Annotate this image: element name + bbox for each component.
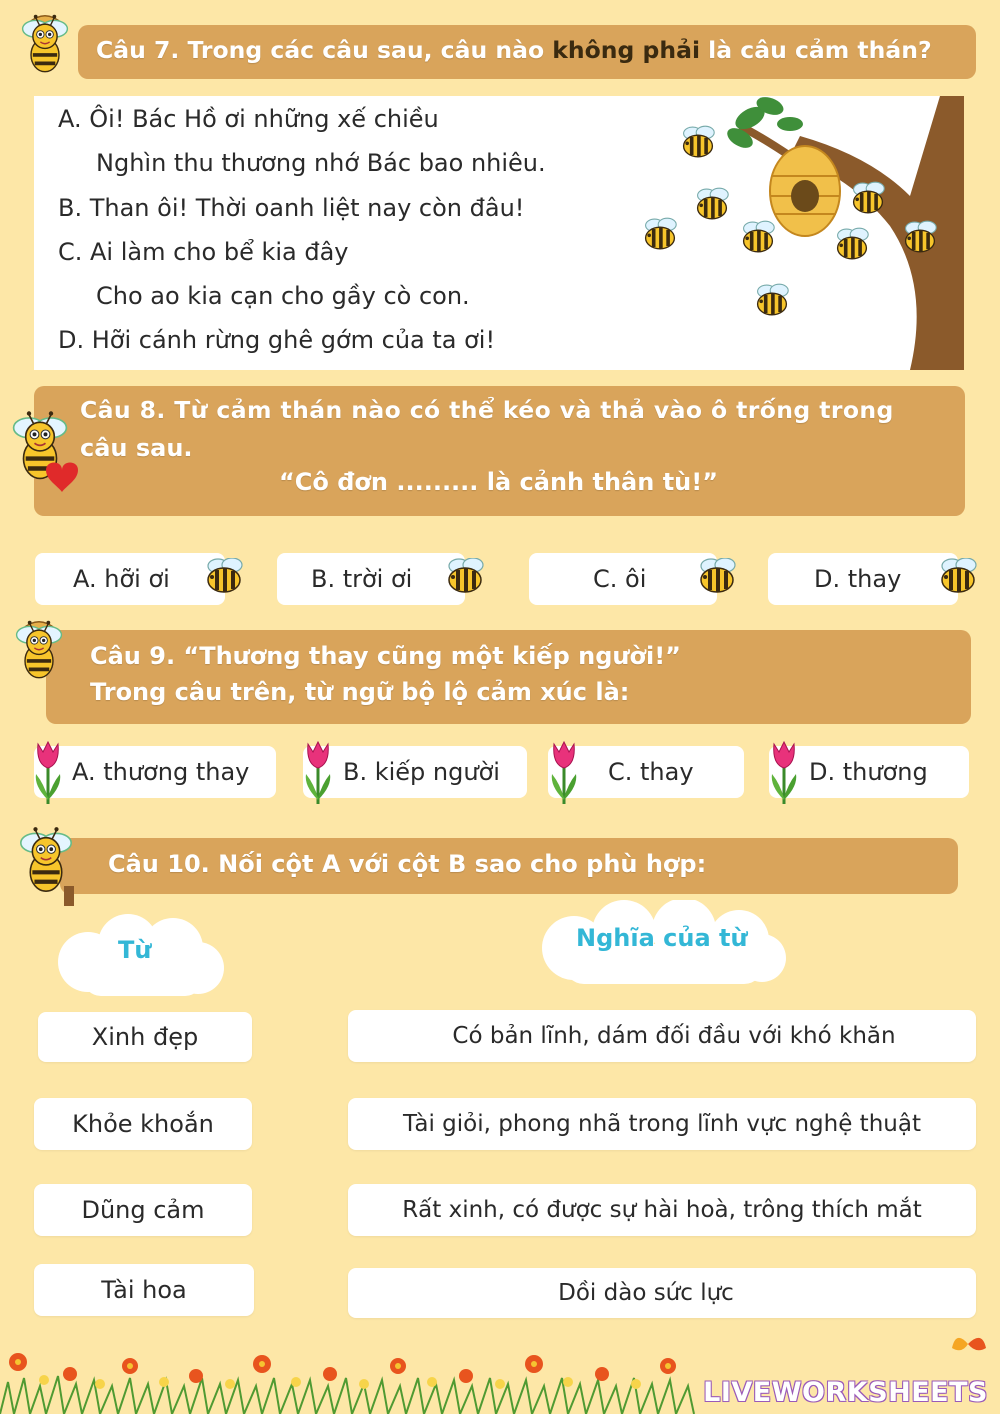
q8-answer-b-label: B. trời ơi [311, 565, 413, 593]
bee-icon [936, 558, 980, 598]
q9-answer-c-label: C. thay [608, 758, 694, 786]
q8-prompt-line1: Câu 8. Từ cảm thán nào có thể kéo và thả vào ô trống trong [80, 396, 894, 424]
q7-option-c-line2: Cho ao kia cạn cho gầy cò con. [96, 282, 470, 310]
column-a-item-1[interactable]: Xinh đẹp [38, 1012, 252, 1062]
bee-icon [443, 558, 487, 598]
question-10-header: Câu 10. Nối cột A với cột B sao cho phù hợp: [60, 838, 958, 894]
bee-mascot-icon [4, 618, 74, 688]
tulip-icon [766, 740, 802, 806]
bee-heart-icon [0, 404, 82, 500]
q7-option-b: B. Than ôi! Thời oanh liệt nay còn đâu! [58, 194, 525, 222]
beehive-illustration [640, 96, 964, 370]
column-b-item-4[interactable]: Dồi dào sức lực [348, 1268, 976, 1318]
q9-answer-d-label: D. thương [809, 758, 928, 786]
q8-answer-d-label: D. thay [814, 565, 902, 593]
bee-mascot-icon [10, 12, 80, 82]
column-a-item-2[interactable]: Khỏe khoắn [34, 1098, 252, 1150]
q8-answer-d[interactable] [768, 553, 958, 605]
q7-option-a-line1: A. Ôi! Bác Hồ ơi những xế chiều [58, 105, 439, 133]
column-a-item-3[interactable]: Dũng cảm [34, 1184, 252, 1236]
bee-mascot-icon [8, 822, 84, 910]
question-9-header [46, 630, 971, 724]
column-b-item-2[interactable]: Tài giỏi, phong nhã trong lĩnh vực nghệ thuật [348, 1098, 976, 1150]
q8-answer-a-label: A. hỡi ơi [73, 565, 170, 593]
q9-answer-a[interactable] [34, 746, 276, 798]
q9-answer-b-label: B. kiếp người [343, 758, 500, 786]
question-8-header [34, 386, 965, 516]
bee-icon [202, 558, 246, 598]
q8-prompt-line2: câu sau. [80, 434, 193, 462]
q7-option-a-line2: Nghìn thu thương nhớ Bác bao nhiêu. [96, 149, 546, 177]
q8-sentence: “Cô đơn ......... là cảnh thân tù!” [279, 468, 718, 496]
tulip-icon [546, 740, 582, 806]
q8-answer-a[interactable] [35, 553, 225, 605]
tulip-icon [30, 740, 66, 806]
q9-prompt-line2: Trong câu trên, từ ngữ bộ lộ cảm xúc là: [90, 678, 630, 706]
column-a-header: Từ [118, 936, 152, 964]
q8-answer-c-label: C. ôi [593, 565, 647, 593]
tulip-icon [300, 740, 336, 806]
q9-answer-a-label: A. thương thay [72, 758, 250, 786]
q9-prompt-line1: Câu 9. “Thương thay cũng một kiếp người!” [90, 642, 681, 670]
column-b-item-1[interactable]: Có bản lĩnh, dám đối đầu với khó khăn [348, 1010, 976, 1062]
question-7-header: Câu 7. Trong các câu sau, câu nào không phải là câu cảm thán? [78, 25, 976, 79]
column-b-header: Nghĩa của từ [576, 924, 748, 952]
q7-option-c-line1: C. Ai làm cho bể kia đây [58, 238, 349, 266]
q8-answer-c[interactable] [529, 553, 717, 605]
q7-option-d: D. Hỡi cánh rừng ghê gớm của ta ơi! [58, 326, 496, 354]
q8-answer-b[interactable] [277, 553, 465, 605]
column-b-item-3[interactable]: Rất xinh, có được sự hài hoà, trông thích mắt [348, 1184, 976, 1236]
q9-answer-b[interactable] [303, 746, 527, 798]
column-a-item-4[interactable]: Tài hoa [34, 1264, 254, 1316]
bee-icon [695, 558, 739, 598]
liveworksheets-logo: LIVEWORKSHEETS [703, 1377, 988, 1408]
